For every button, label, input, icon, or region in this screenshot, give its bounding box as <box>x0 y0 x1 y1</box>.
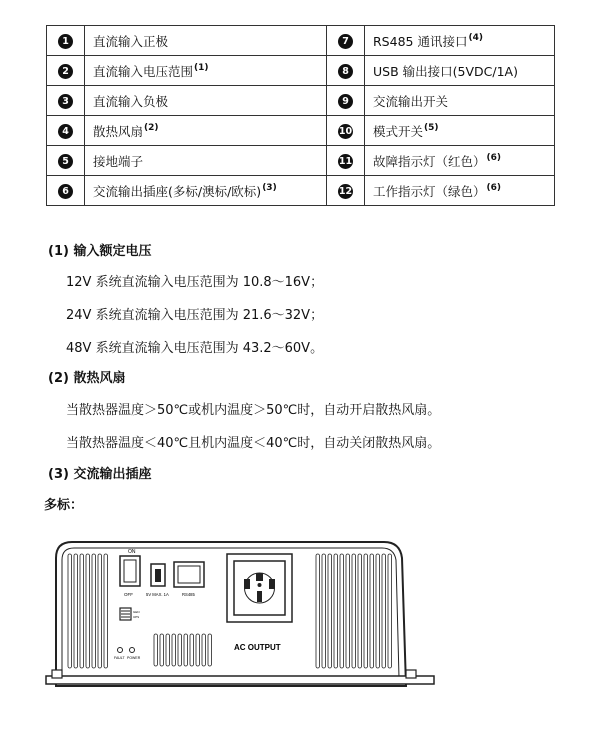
legend-number-cell <box>327 86 365 116</box>
number-badge: 3 <box>58 94 73 109</box>
legend-number-cell <box>327 56 365 86</box>
inverter-panel-drawing <box>44 538 439 690</box>
vent-slot <box>154 634 158 666</box>
footnote-marker: (6) <box>486 183 502 194</box>
number-badge: 6 <box>58 184 73 199</box>
legend-label-cell <box>365 116 555 146</box>
legend-number-cell <box>47 86 85 116</box>
number-badge: 11 <box>338 156 353 167</box>
legend-number-cell <box>47 146 85 176</box>
vent-slot <box>370 554 374 668</box>
legend-label: 工作指示灯（绿色） <box>373 183 486 199</box>
legend-number-cell <box>47 56 85 86</box>
legend-number-cell <box>327 116 365 146</box>
legend-label-cell <box>365 56 555 86</box>
section-1-line-1: 12V 系统直流输入电压范围为 10.8～16V； <box>66 275 324 290</box>
vent-slot <box>184 634 188 666</box>
number-badge: 12 <box>338 186 353 197</box>
mode-label-1: GEN <box>133 610 140 614</box>
legend-label-cell <box>85 176 327 206</box>
fault-label: FAULT <box>114 656 125 660</box>
rs485-label: RS485 <box>182 592 195 597</box>
vent-slot <box>334 554 338 668</box>
legend-label-cell <box>365 176 555 206</box>
legend-label-cell <box>85 116 327 146</box>
legend-row <box>47 176 555 206</box>
socket-hole-left <box>244 579 250 589</box>
number-badge: 4 <box>58 124 73 139</box>
section-1-line-3: 48V 系统直流输入电压范围为 43.2～60V。 <box>66 341 324 356</box>
legend-number-cell <box>47 116 85 146</box>
socket-hole-ground <box>257 591 262 602</box>
legend-number-cell <box>47 26 85 56</box>
vent-slot <box>92 554 96 668</box>
legend-row <box>47 56 555 86</box>
vent-slot <box>196 634 200 666</box>
vent-slot <box>376 554 380 668</box>
legend-label: RS485 通讯接口 <box>373 33 468 49</box>
legend-number-cell <box>327 176 365 206</box>
section-3-subtitle: 多标： <box>44 498 84 513</box>
legend-label-cell <box>85 56 327 86</box>
ground-terminal-left <box>52 670 62 678</box>
vent-slot <box>316 554 320 668</box>
number-badge: 7 <box>338 34 353 49</box>
socket-hole-right <box>269 579 275 589</box>
vent-slot <box>322 554 326 668</box>
footnote-marker: (5) <box>424 123 439 134</box>
vent-slots-left <box>68 554 108 668</box>
legend-row <box>47 146 555 176</box>
vent-slot <box>202 634 206 666</box>
vent-slot <box>208 634 212 666</box>
number-badge: 5 <box>58 154 73 169</box>
ac-output-label: AC OUTPUT <box>234 643 281 652</box>
vent-slot <box>340 554 344 668</box>
ac-socket-face <box>234 561 285 615</box>
section-1-line-2: 24V 系统直流输入电压范围为 21.6～32V； <box>66 308 324 323</box>
footnote-marker: (4) <box>468 33 483 44</box>
legend-label-cell <box>85 86 327 116</box>
number-badge: 8 <box>338 64 353 79</box>
vent-slot <box>346 554 350 668</box>
vent-slot <box>172 634 176 666</box>
ac-switch-rocker <box>124 560 136 582</box>
footnote-marker: (1) <box>194 63 209 74</box>
vent-slot <box>352 554 356 668</box>
usb-port-slot <box>155 569 161 582</box>
component-legend-table <box>46 25 555 206</box>
vent-slot <box>68 554 72 668</box>
vent-slot <box>80 554 84 668</box>
legend-label: 直流输入负极 <box>93 93 169 109</box>
base-plate <box>46 676 434 684</box>
legend-label: 模式开关 <box>373 123 424 139</box>
number-badge: 10 <box>338 126 353 137</box>
legend-row <box>47 116 555 146</box>
ground-terminal-right <box>406 670 416 678</box>
vent-slot <box>104 554 108 668</box>
power-label: POWER <box>127 656 141 660</box>
switch-on-label: ON <box>128 549 136 555</box>
section-1-title: (1) 输入额定电压 <box>48 244 152 259</box>
legend-number-cell <box>47 176 85 206</box>
vent-slot <box>166 634 170 666</box>
vent-slot <box>74 554 78 668</box>
legend-label: 交流输出插座(多标/澳标/欧标) <box>93 183 262 199</box>
footnote-marker: (2) <box>144 123 159 134</box>
number-badge: 9 <box>338 94 353 109</box>
legend-label-cell <box>85 146 327 176</box>
legend-label: 故障指示灯（红色） <box>373 153 486 169</box>
usb-label: 5V MAX. 1A <box>146 592 169 597</box>
footnote-marker: (6) <box>486 153 502 164</box>
rs485-port-socket <box>178 566 200 583</box>
number-badge: 2 <box>58 64 73 79</box>
socket-hole-top <box>256 573 263 581</box>
number-badge: 1 <box>58 34 73 49</box>
legend-label-cell <box>365 86 555 116</box>
legend-label: 交流输出开关 <box>373 93 449 109</box>
legend-label: 直流输入电压范围 <box>93 63 194 79</box>
vent-slot <box>382 554 386 668</box>
vent-slot <box>178 634 182 666</box>
legend-label-cell <box>85 26 327 56</box>
legend-label-cell <box>365 26 555 56</box>
vent-slot <box>160 634 164 666</box>
legend-row <box>47 26 555 56</box>
vent-slot <box>190 634 194 666</box>
legend-number-cell <box>327 26 365 56</box>
legend-label: 散热风扇 <box>93 123 144 139</box>
footnote-marker: (3) <box>262 183 277 194</box>
section-3-title: (3) 交流输出插座 <box>48 467 152 482</box>
vent-slot <box>328 554 332 668</box>
section-2-line-2: 当散热器温度＜40℃且机内温度＜40℃时，自动关闭散热风扇。 <box>66 436 441 451</box>
vent-slot <box>364 554 368 668</box>
legend-label: USB 输出接口(5VDC/1A) <box>373 63 518 79</box>
mode-label-2: UPS <box>133 615 140 619</box>
vent-slot <box>358 554 362 668</box>
vent-slot <box>388 554 392 668</box>
vent-slot <box>98 554 102 668</box>
legend-label: 接地端子 <box>93 153 144 169</box>
section-2-line-1: 当散热器温度＞50℃或机内温度＞50℃时，自动开启散热风扇。 <box>66 403 441 418</box>
fault-indicator-light <box>118 648 123 653</box>
section-2-title: (2) 散热风扇 <box>48 371 126 386</box>
vent-slot <box>86 554 90 668</box>
legend-number-cell <box>327 146 365 176</box>
legend-label: 直流输入正极 <box>93 33 169 49</box>
legend-label-cell <box>365 146 555 176</box>
power-indicator-light <box>130 648 135 653</box>
legend-row <box>47 86 555 116</box>
switch-off-label: OFF <box>124 592 133 597</box>
